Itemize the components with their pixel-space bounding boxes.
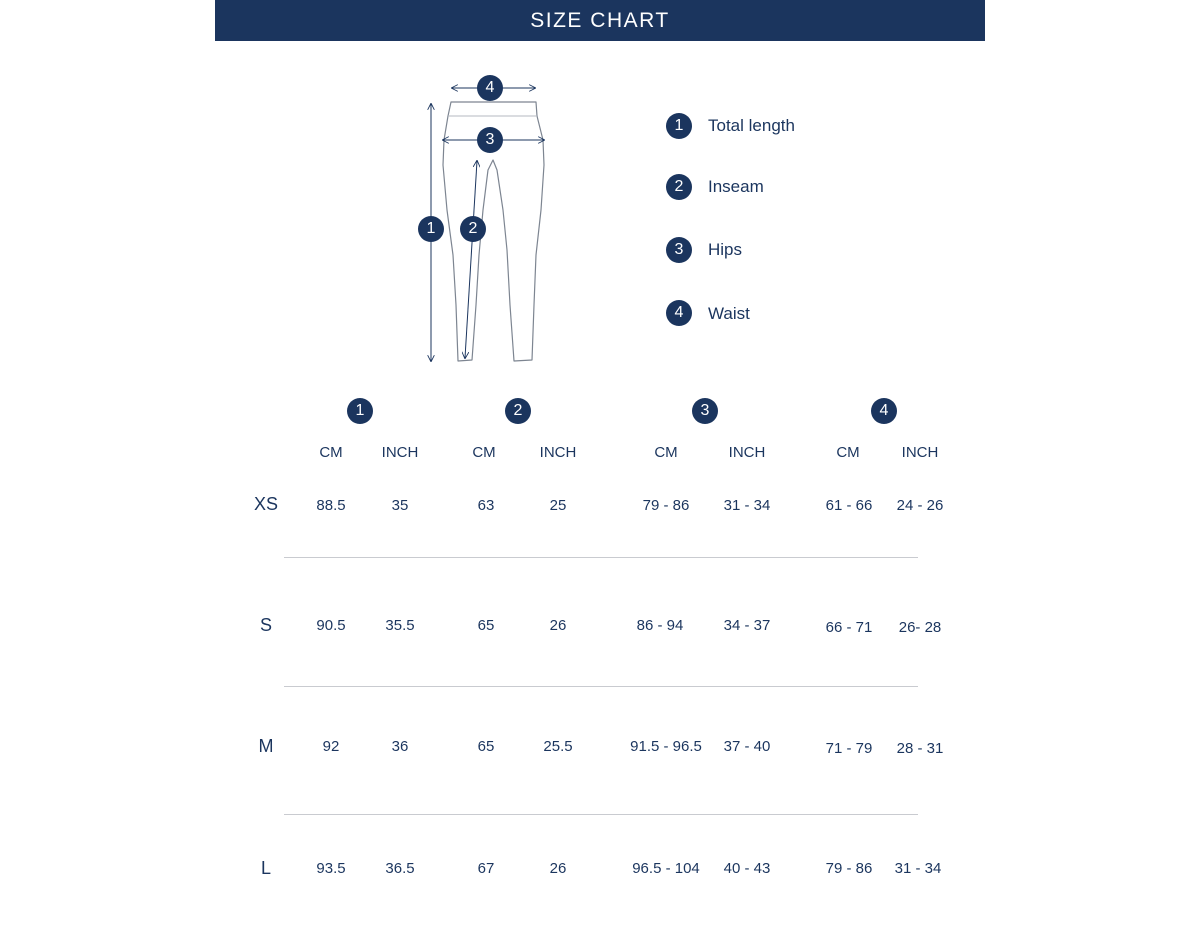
table-cell: 26 [549, 617, 567, 634]
size-label: S [259, 615, 273, 635]
unit-header: INCH [728, 444, 766, 461]
table-cell: 31 - 34 [894, 860, 942, 877]
size-chart-banner [215, 0, 985, 41]
table-group-badge-4: 4 [871, 398, 897, 424]
table-cell: 26 [549, 860, 567, 877]
size-label: M [258, 736, 274, 756]
table-cell: 40 - 43 [723, 860, 771, 877]
table-group-badge-2: 2 [505, 398, 531, 424]
table-cell: 79 - 86 [825, 860, 873, 877]
table-cell: 35 [391, 497, 409, 514]
diagram-badge-1: 1 [418, 216, 444, 242]
legend-label-waist: Waist [708, 304, 750, 323]
table-cell: 24 - 26 [896, 497, 944, 514]
unit-header: CM [836, 444, 860, 461]
size-label: XS [253, 494, 279, 514]
table-cell: 35.5 [385, 617, 415, 634]
table-cell: 25 [549, 497, 567, 514]
row-divider [284, 557, 918, 558]
table-cell: 36 [391, 738, 409, 755]
table-cell: 92 [322, 738, 340, 755]
table-cell: 65 [477, 738, 495, 755]
table-cell: 96.5 - 104 [632, 860, 700, 877]
table-cell: 61 - 66 [825, 497, 873, 514]
table-cell: 88.5 [316, 497, 346, 514]
leggings-diagram [410, 70, 570, 380]
table-cell: 86 - 94 [636, 617, 684, 634]
table-cell: 79 - 86 [642, 497, 690, 514]
table-cell: 91.5 - 96.5 [630, 738, 702, 755]
legend-label-hips: Hips [708, 240, 743, 259]
table-cell: 93.5 [316, 860, 346, 877]
diagram-badge-3: 3 [477, 127, 503, 153]
legend-label-inseam: Inseam [708, 177, 764, 196]
table-cell: 25.5 [543, 738, 573, 755]
table-cell: 90.5 [316, 617, 346, 634]
legend-badge-3: 3 [666, 237, 692, 263]
table-group-badge-1: 1 [347, 398, 373, 424]
table-group-badge-3: 3 [692, 398, 718, 424]
diagram-badge-2: 2 [460, 216, 486, 242]
row-divider [284, 686, 918, 687]
legend-label-total-length: Total length [708, 116, 795, 135]
unit-header: CM [319, 444, 343, 461]
legend-badge-2: 2 [666, 174, 692, 200]
table-cell: 67 [477, 860, 495, 877]
unit-header: INCH [381, 444, 419, 461]
table-cell: 28 - 31 [896, 740, 944, 757]
table-cell: 66 - 71 [825, 619, 873, 636]
legend-badge-1: 1 [666, 113, 692, 139]
size-label: L [260, 858, 272, 878]
table-cell: 34 - 37 [723, 617, 771, 634]
table-cell: 63 [477, 497, 495, 514]
row-divider [284, 814, 918, 815]
unit-header: CM [472, 444, 496, 461]
unit-header: INCH [539, 444, 577, 461]
diagram-badge-4: 4 [477, 75, 503, 101]
table-cell: 26- 28 [898, 619, 942, 636]
table-cell: 36.5 [385, 860, 415, 877]
legend-badge-4: 4 [666, 300, 692, 326]
table-cell: 37 - 40 [723, 738, 771, 755]
table-cell: 71 - 79 [825, 740, 873, 757]
unit-header: CM [654, 444, 678, 461]
page-title: SIZE CHART [530, 8, 670, 32]
unit-header: INCH [901, 444, 939, 461]
table-cell: 31 - 34 [723, 497, 771, 514]
table-cell: 65 [477, 617, 495, 634]
